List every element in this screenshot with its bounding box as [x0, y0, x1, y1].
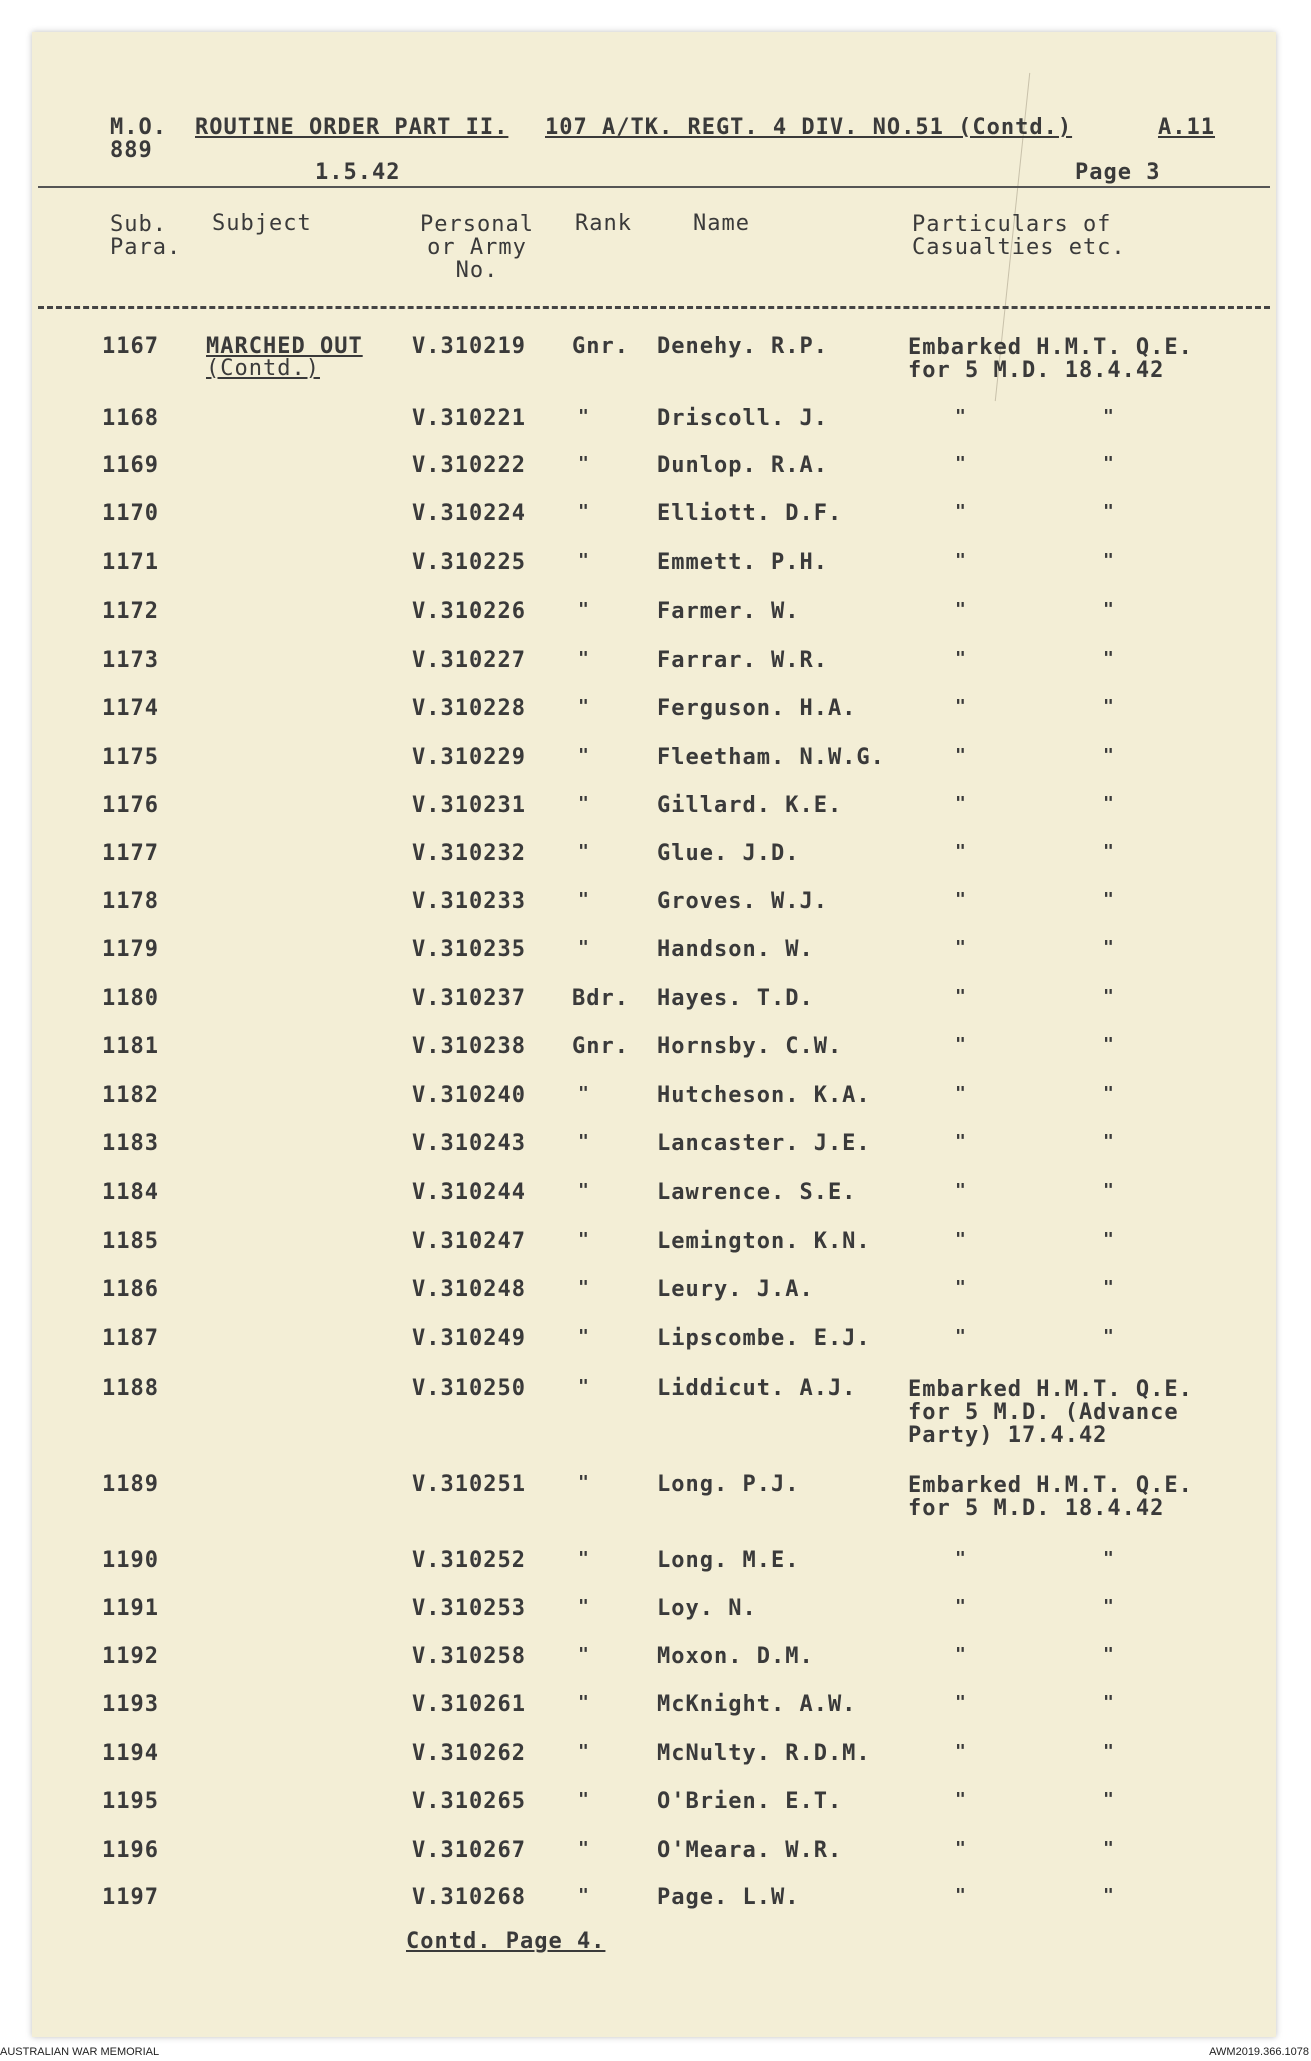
row-name: Denehy. R.P.: [657, 334, 828, 359]
row-particulars-ditto: ": [955, 406, 966, 427]
row-particulars-ditto: ": [1103, 406, 1114, 427]
row-particulars-ditto: ": [955, 1838, 966, 1859]
row-para-number: 1196: [102, 1838, 159, 1863]
row-para-number: 1191: [102, 1596, 159, 1621]
row-rank: ": [578, 937, 589, 958]
row-name: Farrar. W.R.: [657, 648, 828, 673]
row-name: Dunlop. R.A.: [657, 453, 828, 478]
row-para-number: 1183: [102, 1131, 159, 1156]
row-name: Lancaster. J.E.: [657, 1131, 871, 1156]
row-army-number: V.310238: [412, 1034, 526, 1059]
row-rank: ": [578, 1229, 589, 1250]
row-particulars-ditto: ": [955, 501, 966, 522]
row-particulars-ditto: ": [955, 1131, 966, 1152]
row-particulars-ditto: ": [1103, 453, 1114, 474]
row-name: Fleetham. N.W.G.: [657, 745, 885, 770]
row-para-number: 1173: [102, 648, 159, 673]
row-army-number: V.310229: [412, 745, 526, 770]
row-particulars-ditto: ": [955, 648, 966, 669]
row-particulars-ditto: ": [955, 745, 966, 766]
row-particulars-ditto: ": [1103, 841, 1114, 862]
row-particulars-ditto: ": [955, 599, 966, 620]
row-rank: ": [578, 1548, 589, 1569]
row-name: Groves. W.J.: [657, 889, 828, 914]
row-name: O'Brien. E.T.: [657, 1789, 843, 1814]
row-particulars: Embarked H.M.T. Q.E. for 5 M.D. 18.4.42: [908, 335, 1193, 384]
row-rank: ": [578, 1885, 589, 1906]
row-particulars-ditto: ": [1103, 745, 1114, 766]
row-para-number: 1192: [102, 1644, 159, 1669]
row-rank: ": [578, 1376, 589, 1397]
row-rank: ": [578, 1838, 589, 1859]
row-particulars-ditto: ": [955, 1789, 966, 1810]
row-name: Handson. W.: [657, 937, 814, 962]
row-army-number: V.310221: [412, 406, 526, 431]
row-army-number: V.310243: [412, 1131, 526, 1156]
row-rank: ": [578, 1741, 589, 1762]
row-para-number: 1181: [102, 1034, 159, 1059]
row-particulars-ditto: ": [955, 1277, 966, 1298]
row-rank: ": [578, 1326, 589, 1347]
row-rank: ": [578, 648, 589, 669]
row-name: Elliott. D.F.: [657, 501, 843, 526]
row-particulars-ditto: ": [955, 1644, 966, 1665]
row-particulars-ditto: ": [1103, 1277, 1114, 1298]
row-name: Farmer. W.: [657, 599, 800, 624]
row-para-number: 1174: [102, 696, 159, 721]
row-particulars: Embarked H.M.T. Q.E. for 5 M.D. 18.4.42: [908, 1473, 1193, 1522]
reference: A.11: [1158, 115, 1215, 140]
row-particulars-ditto: ": [955, 696, 966, 717]
row-particulars-ditto: ": [1103, 1083, 1114, 1104]
row-para-number: 1197: [102, 1885, 159, 1910]
row-rank: ": [578, 1180, 589, 1201]
row-para-number: 1190: [102, 1548, 159, 1573]
row-name: Lemington. K.N.: [657, 1229, 871, 1254]
order-date: 1.5.42: [315, 160, 401, 185]
col-army-no: Personal or Army No.: [420, 212, 534, 284]
row-particulars-ditto: ": [955, 453, 966, 474]
row-para-number: 1172: [102, 599, 159, 624]
row-para-number: 1188: [102, 1376, 159, 1401]
row-rank: ": [578, 1596, 589, 1617]
row-rank: ": [578, 1789, 589, 1810]
row-particulars-ditto: ": [955, 1083, 966, 1104]
row-army-number: V.310226: [412, 599, 526, 624]
row-name: Liddicut. A.J.: [657, 1376, 857, 1401]
row-particulars-ditto: ": [955, 1885, 966, 1906]
row-para-number: 1195: [102, 1789, 159, 1814]
row-particulars-ditto: ": [1103, 1596, 1114, 1617]
row-name: Lawrence. S.E.: [657, 1180, 857, 1205]
row-rank: Bdr.: [572, 986, 629, 1011]
row-rank: ": [578, 501, 589, 522]
row-rank: ": [578, 889, 589, 910]
row-particulars-ditto: ": [955, 1229, 966, 1250]
row-para-number: 1175: [102, 745, 159, 770]
row-army-number: V.310235: [412, 937, 526, 962]
row-rank: ": [578, 599, 589, 620]
row-particulars-ditto: ": [955, 986, 966, 1007]
row-army-number: V.310240: [412, 1083, 526, 1108]
row-army-number: V.310249: [412, 1326, 526, 1351]
row-para-number: 1177: [102, 841, 159, 866]
row-army-number: V.310231: [412, 793, 526, 818]
row-particulars-ditto: ": [1103, 1838, 1114, 1859]
document-page: [32, 32, 1276, 2037]
row-para-number: 1179: [102, 937, 159, 962]
row-army-number: V.310252: [412, 1548, 526, 1573]
row-name: Ferguson. H.A.: [657, 696, 857, 721]
row-rank: ": [578, 1131, 589, 1152]
row-name: Loy. N.: [657, 1596, 757, 1621]
row-para-number: 1186: [102, 1277, 159, 1302]
row-rank: ": [578, 406, 589, 427]
row-para-number: 1168: [102, 406, 159, 431]
row-particulars-ditto: ": [1103, 889, 1114, 910]
row-para-number: 1182: [102, 1083, 159, 1108]
col-particulars: Particulars of Casualties etc.: [912, 212, 1126, 261]
row-name: Moxon. D.M.: [657, 1644, 814, 1669]
row-particulars-ditto: ": [955, 1180, 966, 1201]
row-particulars-ditto: ": [1103, 501, 1114, 522]
row-particulars-ditto: ": [955, 1326, 966, 1347]
mo-label: M.O.: [110, 115, 167, 140]
row-army-number: V.310233: [412, 889, 526, 914]
row-name: Driscoll. J.: [657, 406, 828, 431]
row-rank: ": [578, 1277, 589, 1298]
row-particulars-ditto: ": [1103, 1229, 1114, 1250]
row-army-number: V.310227: [412, 648, 526, 673]
row-army-number: V.310261: [412, 1692, 526, 1717]
row-para-number: 1189: [102, 1472, 159, 1497]
row-particulars-ditto: ": [1103, 937, 1114, 958]
row-army-number: V.310222: [412, 453, 526, 478]
row-army-number: V.310250: [412, 1376, 526, 1401]
row-name: Long. M.E.: [657, 1548, 800, 1573]
row-particulars-ditto: ": [1103, 648, 1114, 669]
row-para-number: 1194: [102, 1741, 159, 1766]
row-army-number: V.310262: [412, 1741, 526, 1766]
row-rank: ": [578, 1644, 589, 1665]
row-rank: ": [578, 453, 589, 474]
row-particulars-ditto: ": [1103, 1180, 1114, 1201]
row-rank: ": [578, 793, 589, 814]
row-army-number: V.310237: [412, 986, 526, 1011]
row-name: Gillard. K.E.: [657, 793, 843, 818]
row-para-number: 1180: [102, 986, 159, 1011]
row-name: O'Meara. W.R.: [657, 1838, 843, 1863]
row-rank: Gnr.: [572, 334, 629, 359]
col-rank: Rank: [575, 211, 632, 236]
row-particulars-ditto: ": [1103, 1741, 1114, 1762]
row-particulars-ditto: ": [1103, 696, 1114, 717]
row-particulars-ditto: ": [955, 1596, 966, 1617]
row-army-number: V.310228: [412, 696, 526, 721]
row-particulars-ditto: ": [955, 1692, 966, 1713]
row-particulars: Embarked H.M.T. Q.E. for 5 M.D. (Advance Party) 17.4.42: [908, 1377, 1193, 1449]
row-particulars-ditto: ": [1103, 1548, 1114, 1569]
row-rank: ": [578, 745, 589, 766]
row-particulars-ditto: ": [955, 841, 966, 862]
row-particulars-ditto: ": [1103, 793, 1114, 814]
row-army-number: V.310251: [412, 1472, 526, 1497]
row-particulars-ditto: ": [955, 1034, 966, 1055]
row-name: McNulty. R.D.M.: [657, 1741, 871, 1766]
row-army-number: V.310224: [412, 501, 526, 526]
row-para-number: 1185: [102, 1229, 159, 1254]
row-rank: ": [578, 1083, 589, 1104]
row-para-number: 1187: [102, 1326, 159, 1351]
row-army-number: V.310232: [412, 841, 526, 866]
subject-marched-out: MARCHED OUT: [206, 334, 363, 359]
row-army-number: V.310244: [412, 1180, 526, 1205]
page-number: Page 3: [1075, 160, 1161, 185]
row-name: Emmett. P.H.: [657, 550, 828, 575]
row-particulars-ditto: ": [955, 889, 966, 910]
row-name: Page. L.W.: [657, 1885, 800, 1910]
mo-number: 889: [110, 138, 153, 163]
footer-accession: AWM2019.366.1078: [1209, 2046, 1309, 2058]
row-rank: ": [578, 550, 589, 571]
row-particulars-ditto: ": [1103, 1644, 1114, 1665]
row-particulars-ditto: ": [1103, 986, 1114, 1007]
subject-contd: (Contd.): [206, 356, 320, 381]
row-para-number: 1169: [102, 453, 159, 478]
row-name: Hayes. T.D.: [657, 986, 814, 1011]
row-name: McKnight. A.W.: [657, 1692, 857, 1717]
row-rank: ": [578, 696, 589, 717]
row-para-number: 1170: [102, 501, 159, 526]
row-para-number: 1167: [102, 334, 159, 359]
row-rank: ": [578, 1472, 589, 1493]
continued-note: Contd. Page 4.: [406, 1929, 606, 1954]
row-particulars-ditto: ": [1103, 599, 1114, 620]
row-name: Hutcheson. K.A.: [657, 1083, 871, 1108]
row-particulars-ditto: ": [1103, 1885, 1114, 1906]
row-particulars-ditto: ": [1103, 1034, 1114, 1055]
row-name: Lipscombe. E.J.: [657, 1326, 871, 1351]
row-name: Leury. J.A.: [657, 1277, 814, 1302]
row-particulars-ditto: ": [1103, 1326, 1114, 1347]
row-rank: ": [578, 841, 589, 862]
row-army-number: V.310265: [412, 1789, 526, 1814]
unit-heading: 107 A/TK. REGT. 4 DIV. NO.51 (Contd.): [545, 115, 1073, 140]
col-subject: Subject: [212, 211, 312, 236]
row-army-number: V.310253: [412, 1596, 526, 1621]
row-particulars-ditto: ": [1103, 1692, 1114, 1713]
column-rule: [38, 306, 1270, 309]
row-particulars-ditto: ": [955, 1741, 966, 1762]
row-para-number: 1184: [102, 1180, 159, 1205]
row-particulars-ditto: ": [955, 793, 966, 814]
row-para-number: 1171: [102, 550, 159, 575]
row-particulars-ditto: ": [955, 937, 966, 958]
row-para-number: 1176: [102, 793, 159, 818]
row-army-number: V.310258: [412, 1644, 526, 1669]
row-name: Glue. J.D.: [657, 841, 800, 866]
col-sub-para: Sub. Para.: [110, 212, 182, 261]
row-para-number: 1178: [102, 889, 159, 914]
row-rank: Gnr.: [572, 1034, 629, 1059]
row-name: Long. P.J.: [657, 1472, 800, 1497]
header-rule: [38, 186, 1270, 188]
row-particulars-ditto: ": [1103, 550, 1114, 571]
row-particulars-ditto: ": [1103, 1789, 1114, 1810]
row-particulars-ditto: ": [955, 550, 966, 571]
row-rank: ": [578, 1692, 589, 1713]
row-army-number: V.310225: [412, 550, 526, 575]
row-army-number: V.310268: [412, 1885, 526, 1910]
row-particulars-ditto: ": [1103, 1131, 1114, 1152]
order-title: ROUTINE ORDER PART II.: [195, 115, 509, 140]
footer-credit: AUSTRALIAN WAR MEMORIAL: [0, 2046, 160, 2058]
col-name: Name: [693, 211, 750, 236]
row-army-number: V.310267: [412, 1838, 526, 1863]
row-name: Hornsby. C.W.: [657, 1034, 843, 1059]
row-particulars-ditto: ": [955, 1548, 966, 1569]
row-army-number: V.310219: [412, 334, 526, 359]
row-army-number: V.310247: [412, 1229, 526, 1254]
row-para-number: 1193: [102, 1692, 159, 1717]
row-army-number: V.310248: [412, 1277, 526, 1302]
